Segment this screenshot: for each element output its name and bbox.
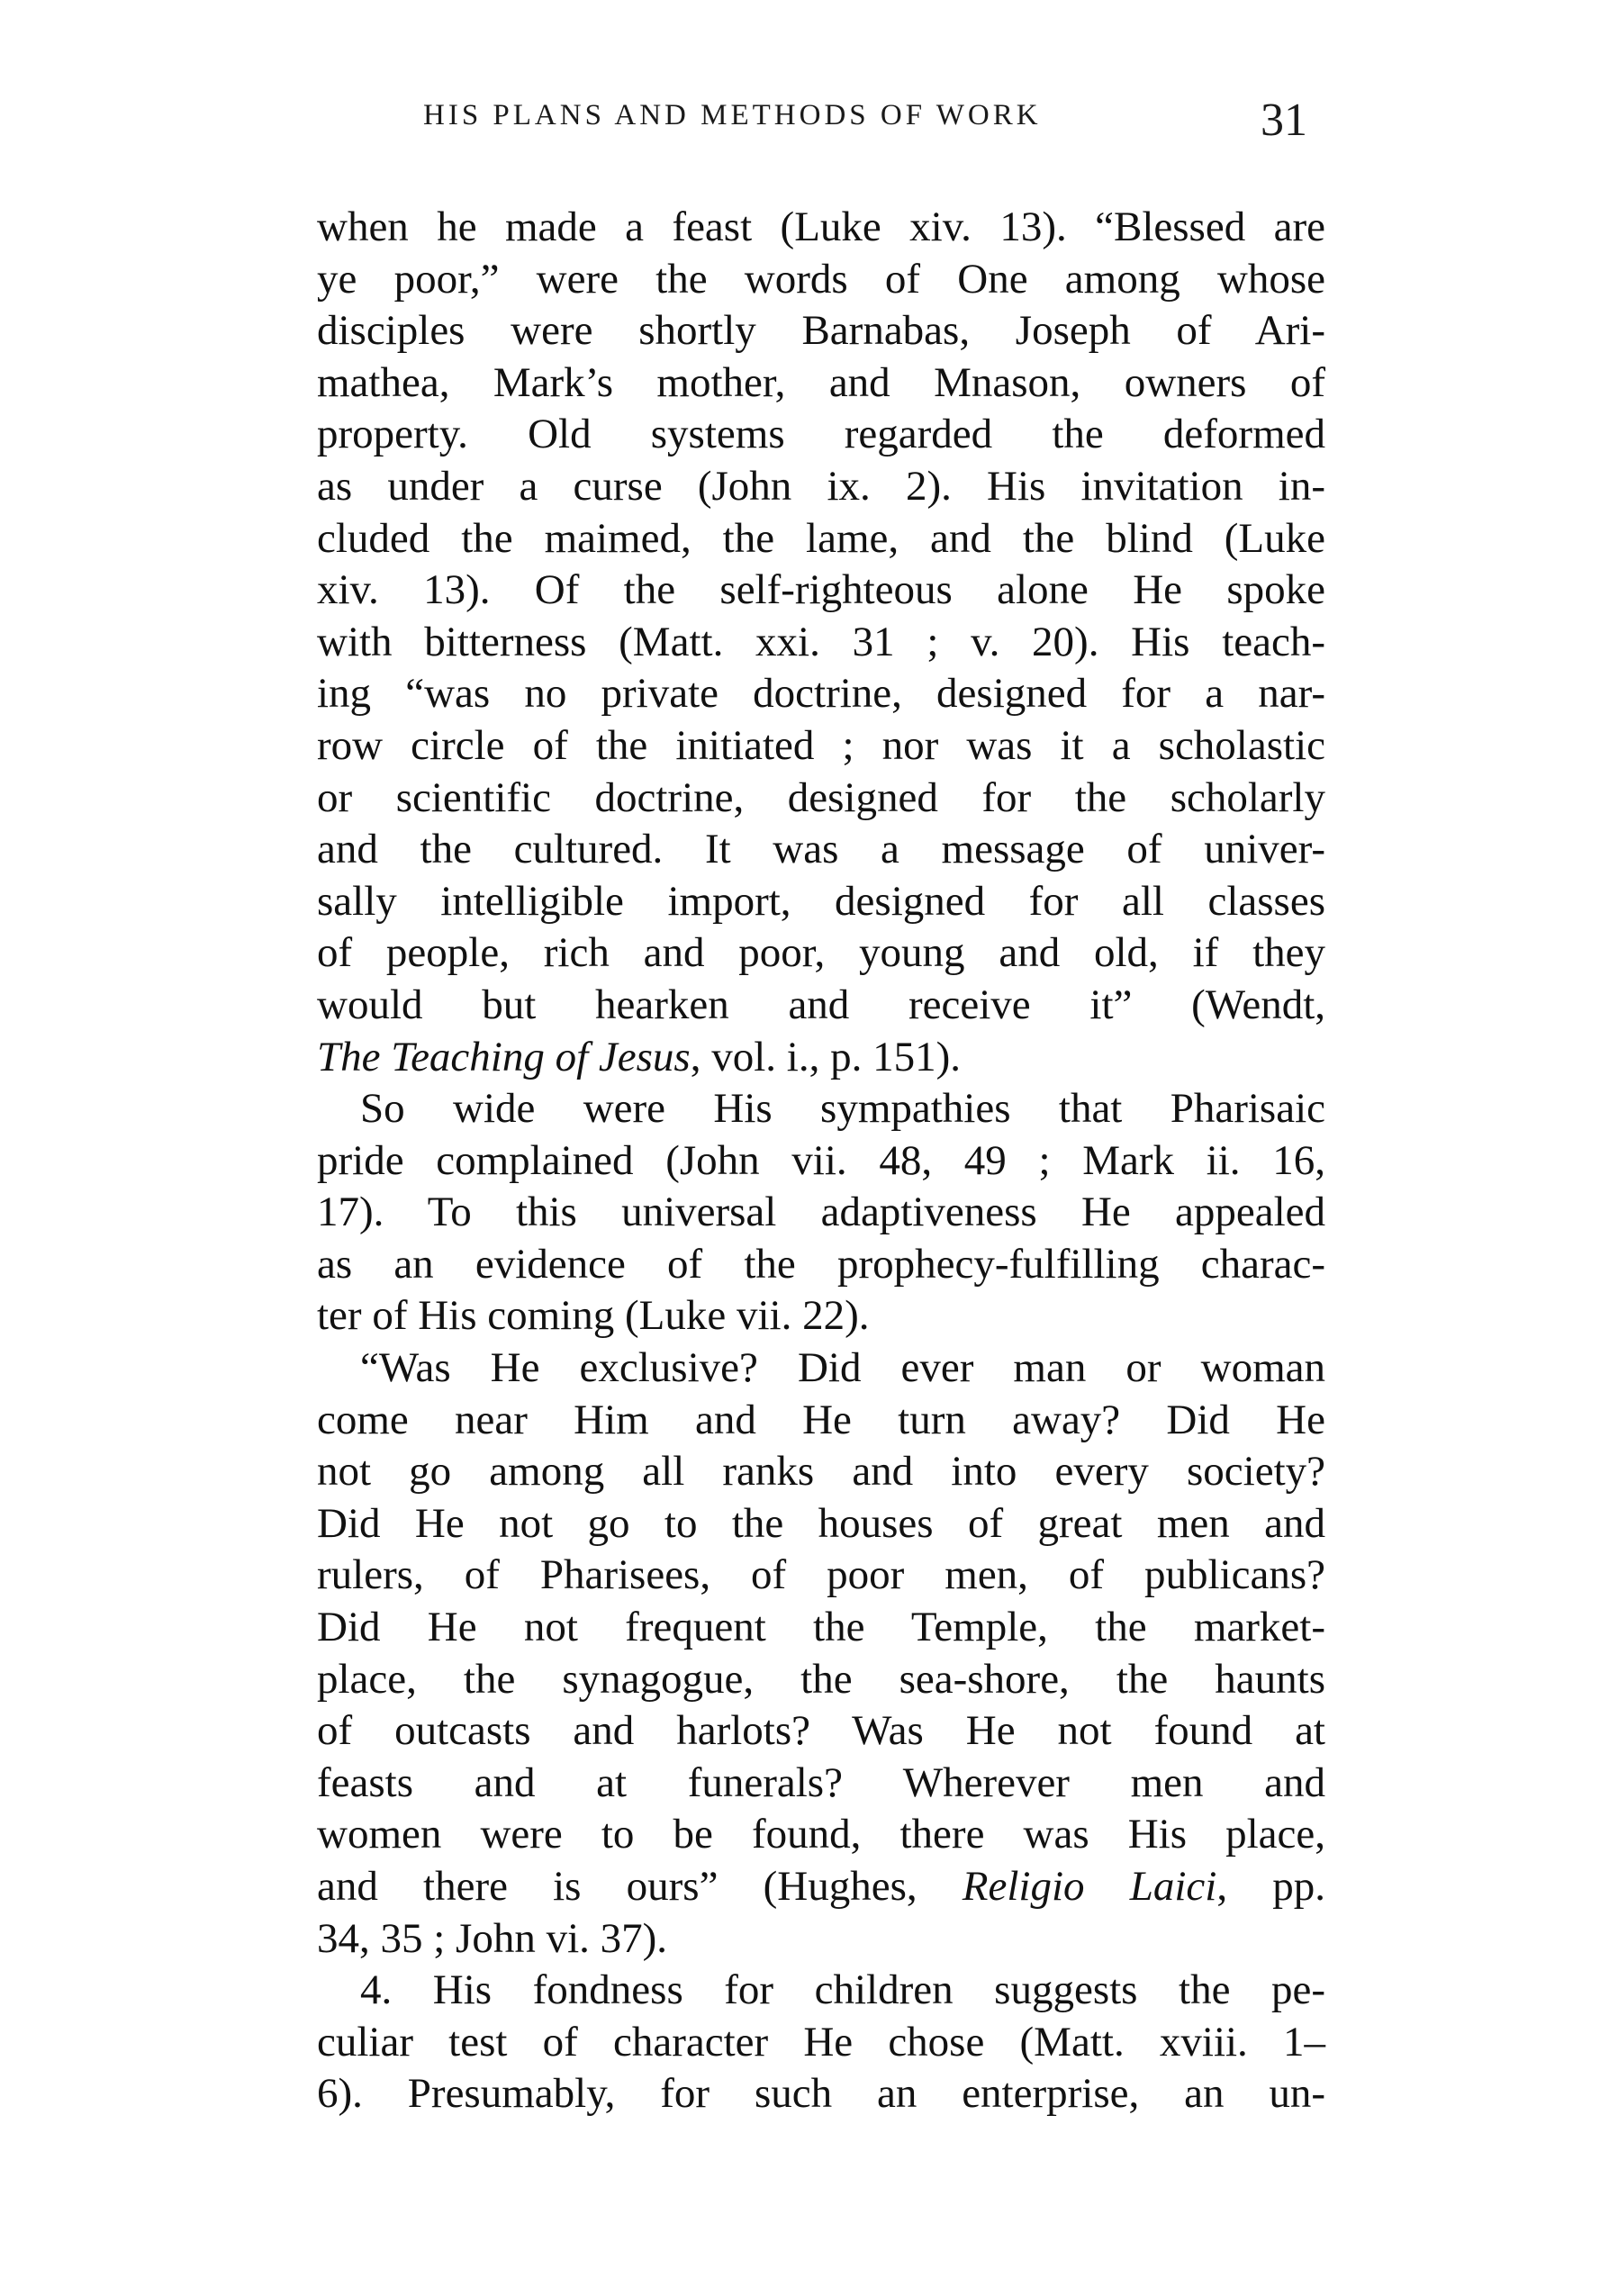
text-line: with bitterness (Matt. xxi. 31 ; v. 20). His teach- [317, 618, 1325, 665]
page-number: 31 [1261, 95, 1307, 146]
text-line: feasts and at funerals? Wherever men and [317, 1758, 1325, 1806]
text-line: as under a curse (John ix. 2). His invitation in- [317, 462, 1325, 510]
text-line: culiar test of character He chose (Matt. xviii. 1– [317, 2018, 1325, 2065]
paragraph-start-line: 4. His fondness for children suggests the pe- [360, 1966, 1325, 2014]
text-line: when he made a feast (Luke xiv. 13). “Blessed are [317, 203, 1325, 250]
running-head: HIS PLANS AND METHODS OF WORK [423, 99, 1042, 131]
text-line: would but hearken and receive it” (Wendt, [317, 981, 1325, 1028]
body-text [317, 202, 1325, 2120]
book-title-italic: Religio Laici [962, 1863, 1217, 1910]
text-line: place, the synagogue, the sea-shore, the haunts [317, 1655, 1325, 1703]
text-line: ter of His coming (Luke vii. 22). [317, 1292, 870, 1340]
text-line: 34, 35 ; John vi. 37). [317, 1914, 668, 1962]
text-line: pride complained (John vii. 48, 49 ; Mark ii. 16, [317, 1136, 1325, 1184]
text-line: xiv. 13). Of the self-righteous alone He spoke [317, 566, 1325, 614]
text-line: Did He not go to the houses of great men and [317, 1499, 1325, 1547]
text-line: of people, rich and poor, young and old, if they [317, 929, 1325, 977]
citation-line [317, 1032, 1325, 1084]
book-title-italic: The Teaching of Jesus [317, 1033, 691, 1080]
text-line: not go among all ranks and into every society? [317, 1448, 1325, 1496]
text-line: of outcasts and harlots? Was He not found at [317, 1707, 1325, 1755]
text-line: ye poor,” were the words of One among whose [317, 255, 1325, 303]
text-line: sally intelligible import, designed for all classes [317, 877, 1325, 925]
text-line: 6). Presumably, for such an enterprise, an un- [317, 2070, 1325, 2118]
text-line: disciples were shortly Barnabas, Joseph of Ari- [317, 307, 1325, 355]
citation-rest: , pp. [1216, 1863, 1325, 1910]
text-line: or scientific doctrine, designed for the scholarly [317, 773, 1325, 821]
text-line: come near Him and He turn away? Did He [317, 1396, 1325, 1443]
text-line: and the cultured. It was a message of univer- [317, 826, 1325, 873]
text-line: row circle of the initiated ; nor was it a scholastic [317, 721, 1325, 769]
paragraph-start-line: So wide were His sympathies that Pharisaic [360, 1085, 1325, 1133]
text-line: rulers, of Pharisees, of poor men, of publicans? [317, 1551, 1325, 1599]
text-line: ing “was no private doctrine, designed for a nar- [317, 670, 1325, 718]
text-line: Did He not frequent the Temple, the market- [317, 1604, 1325, 1651]
citation-rest: , vol. i., p. 151). [690, 1033, 961, 1080]
text-line: property. Old systems regarded the deformed [317, 411, 1325, 458]
text-line: cluded the maimed, the lame, and the blind (Luke [317, 514, 1325, 562]
text-line: 17). To this universal adaptiveness He appealed [317, 1189, 1325, 1236]
text-line: women were to be found, there was His place, [317, 1811, 1325, 1858]
citation-line [317, 1861, 1325, 1913]
text-line: as an evidence of the prophecy-fulfilling charac- [317, 1240, 1325, 1288]
citation-lead: and there is ours” (Hughes, [317, 1863, 963, 1910]
text-line: mathea, Mark’s mother, and Mnason, owners of [317, 358, 1325, 406]
paragraph-start-line: “Was He exclusive? Did ever man or woman [360, 1344, 1325, 1392]
